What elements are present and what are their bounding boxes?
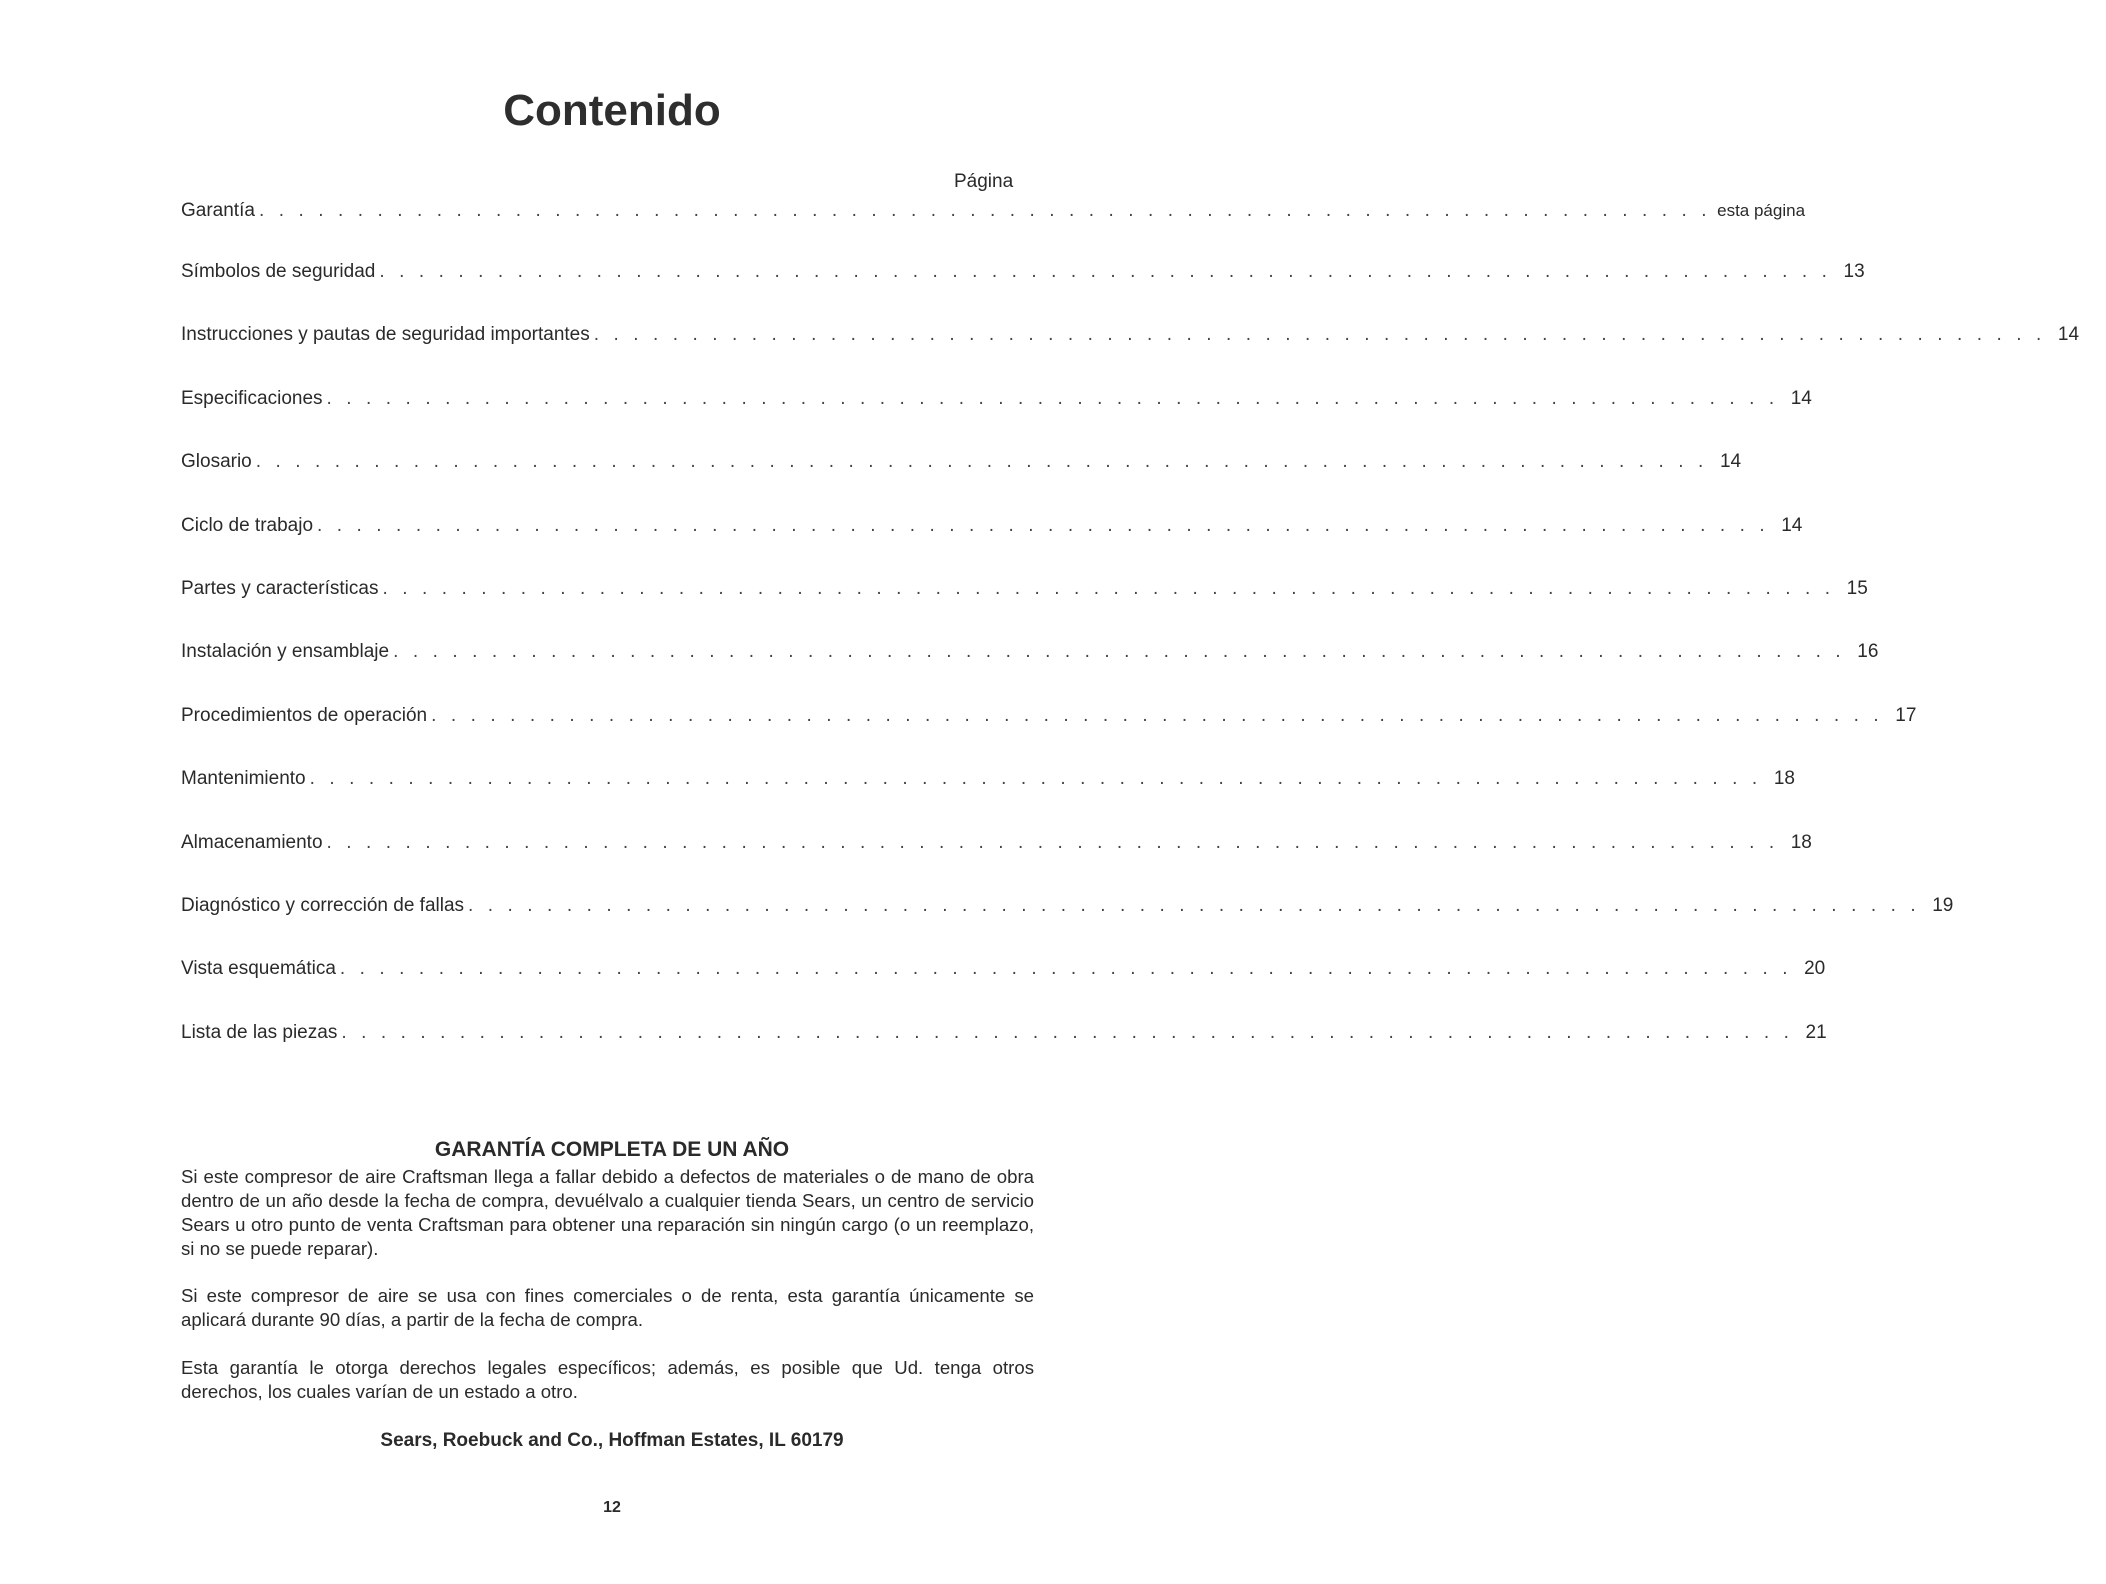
toc-entry-label: Almacenamiento	[181, 831, 323, 853]
toc-entry-label: Instalación y ensamblaje	[181, 641, 390, 663]
toc-entry-page: 18	[1790, 831, 1812, 853]
toc-entry-page: 15	[1846, 577, 1868, 599]
toc-leader-dots: . . . . . . . . . . . . . . . . . . . . . . . . . . . . . . . . . . . . . . . . . . . . . . . . . . . . . . . . . . . . . . . . . . . . . . . . . .	[326, 387, 1779, 409]
toc-entry-label: Vista esquemática	[181, 958, 336, 980]
toc-entry-page: 17	[1895, 704, 1917, 726]
toc-leader-dots: . . . . . . . . . . . . . . . . . . . . . . . . . . . . . . . . . . . . . . . . . . . . . . . . . . . . . . . . . . . . . . . . . . . . . . . . . .	[379, 261, 1832, 282]
toc-entry	[181, 514, 1803, 578]
company-address: Sears, Roebuck and Co., Hoffman Estates, IL 60179	[380, 1430, 844, 1451]
toc-leader-dots: . . . . . . . . . . . . . . . . . . . . . . . . . . . . . . . . . . . . . . . . . . . . . . . . . . . . . . . . . . . . . . . . . . . . . . . . . .	[255, 451, 1708, 473]
toc-entry-page: 16	[1857, 641, 1879, 663]
toc-entry	[181, 324, 2080, 387]
toc-entry-label: Ciclo de trabajo	[181, 514, 314, 536]
toc-entry-page: esta página	[1717, 201, 1806, 220]
toc-leader-dots: . . . . . . . . . . . . . . . . . . . . . . . . . . . . . . . . . . . . . . . . . . . . . . . . . . . . . . . . . . . . . . . . . . . . . . . . . .	[339, 958, 1793, 980]
toc-leader-dots: . . . . . . . . . . . . . . . . . . . . . . . . . . . . . . . . . . . . . . . . . . . . . . . . . . . . . . . . . . . . . . . . . . . . . . . . . .	[382, 577, 1835, 599]
toc-entry	[181, 958, 1826, 1021]
warranty-paragraph: Si este compresor de aire se usa con fines comerciales o de renta, esta garantía únicamente se aplicará durante 90 días, a partir de la fecha de compra.	[181, 1285, 1034, 1330]
toc-entry-page: 14	[1719, 451, 1742, 473]
toc-entry	[181, 641, 1879, 704]
toc-page-column-header: Página	[954, 171, 1014, 192]
toc-entry	[181, 577, 1868, 641]
toc-entry	[181, 704, 1917, 768]
toc-entry-page: 21	[1805, 1021, 1827, 1043]
toc-entry	[181, 894, 1954, 958]
toc-leader-dots: . . . . . . . . . . . . . . . . . . . . . . . . . . . . . . . . . . . . . . . . . . . . . . . . . . . . . . . . . . . . . . . . . . . . . . . . . .	[593, 324, 2046, 346]
toc-entry-label: Especificaciones	[181, 387, 323, 409]
table-of-contents	[181, 200, 2080, 1085]
warranty-heading: GARANTÍA COMPLETA DE UN AÑO	[434, 1138, 790, 1161]
toc-leader-dots: . . . . . . . . . . . . . . . . . . . . . . . . . . . . . . . . . . . . . . . . . . . . . . . . . . . . . . . . . . . . . . . . . . . . . . . . . .	[258, 200, 1712, 221]
toc-leader-dots: . . . . . . . . . . . . . . . . . . . . . . . . . . . . . . . . . . . . . . . . . . . . . . . . . . . . . . . . . . . . . . . . . . . . . . . . . .	[393, 641, 1846, 663]
toc-leader-dots: . . . . . . . . . . . . . . . . . . . . . . . . . . . . . . . . . . . . . . . . . . . . . . . . . . . . . . . . . . . . . . . . . . . . . . . . . .	[309, 768, 1762, 790]
toc-entry-page: 20	[1804, 958, 1826, 980]
toc-entry-label: Glosario	[181, 451, 252, 473]
page-title: Contenido	[503, 86, 721, 135]
toc-entry	[181, 451, 1742, 514]
toc-entry	[181, 768, 1795, 831]
toc-entry-label: Mantenimiento	[181, 768, 306, 790]
toc-entry-label: Partes y características	[181, 577, 379, 599]
toc-entry	[181, 831, 1812, 895]
toc-entry	[181, 1021, 1827, 1085]
toc-leader-dots: . . . . . . . . . . . . . . . . . . . . . . . . . . . . . . . . . . . . . . . . . . . . . . . . . . . . . . . . . . . . . . . . . . . . . . . . . .	[326, 831, 1779, 853]
toc-leader-dots: . . . . . . . . . . . . . . . . . . . . . . . . . . . . . . . . . . . . . . . . . . . . . . . . . . . . . . . . . . . . . . . . . . . . . . . . . .	[317, 514, 1770, 536]
warranty-paragraph: Si este compresor de aire Craftsman llega a fallar debido a defectos de materiales o de mano de obra dentro de un año desde la fecha de compra, devuélvalo a cualquier tienda Sears, un centro de servicio Sears u otro punto de venta Craftsman para obtener una reparación sin ningún cargo (o un reemplazo, si no se puede reparar).	[181, 1166, 1034, 1259]
toc-entry-page: 14	[1781, 514, 1803, 536]
toc-entry-label: Lista de las piezas	[181, 1021, 338, 1043]
toc-leader-dots: . . . . . . . . . . . . . . . . . . . . . . . . . . . . . . . . . . . . . . . . . . . . . . . . . . . . . . . . . . . . . . . . . . . . . . . . . .	[431, 704, 1884, 726]
toc-entry-page: 18	[1773, 768, 1795, 790]
toc-entry-page: 19	[1932, 894, 1954, 916]
toc-entry-label: Instrucciones y pautas de seguridad importantes	[181, 324, 590, 346]
toc-entry-label: Procedimientos de operación	[181, 704, 428, 726]
toc-entry-label: Símbolos de seguridad	[181, 261, 376, 282]
toc-entry	[181, 200, 1806, 261]
toc-entry-page: 13	[1843, 261, 1865, 282]
warranty-paragraph: Esta garantía le otorga derechos legales específicos; además, es posible que Ud. tenga otros derechos, los cuales varían de un estado a otro.	[181, 1357, 1034, 1402]
page-number: 12	[603, 1499, 621, 1516]
toc-entry-page: 14	[2057, 324, 2080, 346]
toc-entry	[181, 261, 1865, 324]
toc-leader-dots: . . . . . . . . . . . . . . . . . . . . . . . . . . . . . . . . . . . . . . . . . . . . . . . . . . . . . . . . . . . . . . . . . . . . . . . . . .	[468, 894, 1921, 916]
toc-entry-label: Garantía	[181, 200, 255, 221]
toc-leader-dots: . . . . . . . . . . . . . . . . . . . . . . . . . . . . . . . . . . . . . . . . . . . . . . . . . . . . . . . . . . . . . . . . . . . . . . . . . .	[341, 1021, 1794, 1043]
toc-entry-label: Diagnóstico y corrección de fallas	[181, 894, 465, 916]
toc-entry-page: 14	[1790, 387, 1812, 409]
toc-entry	[181, 387, 1812, 451]
